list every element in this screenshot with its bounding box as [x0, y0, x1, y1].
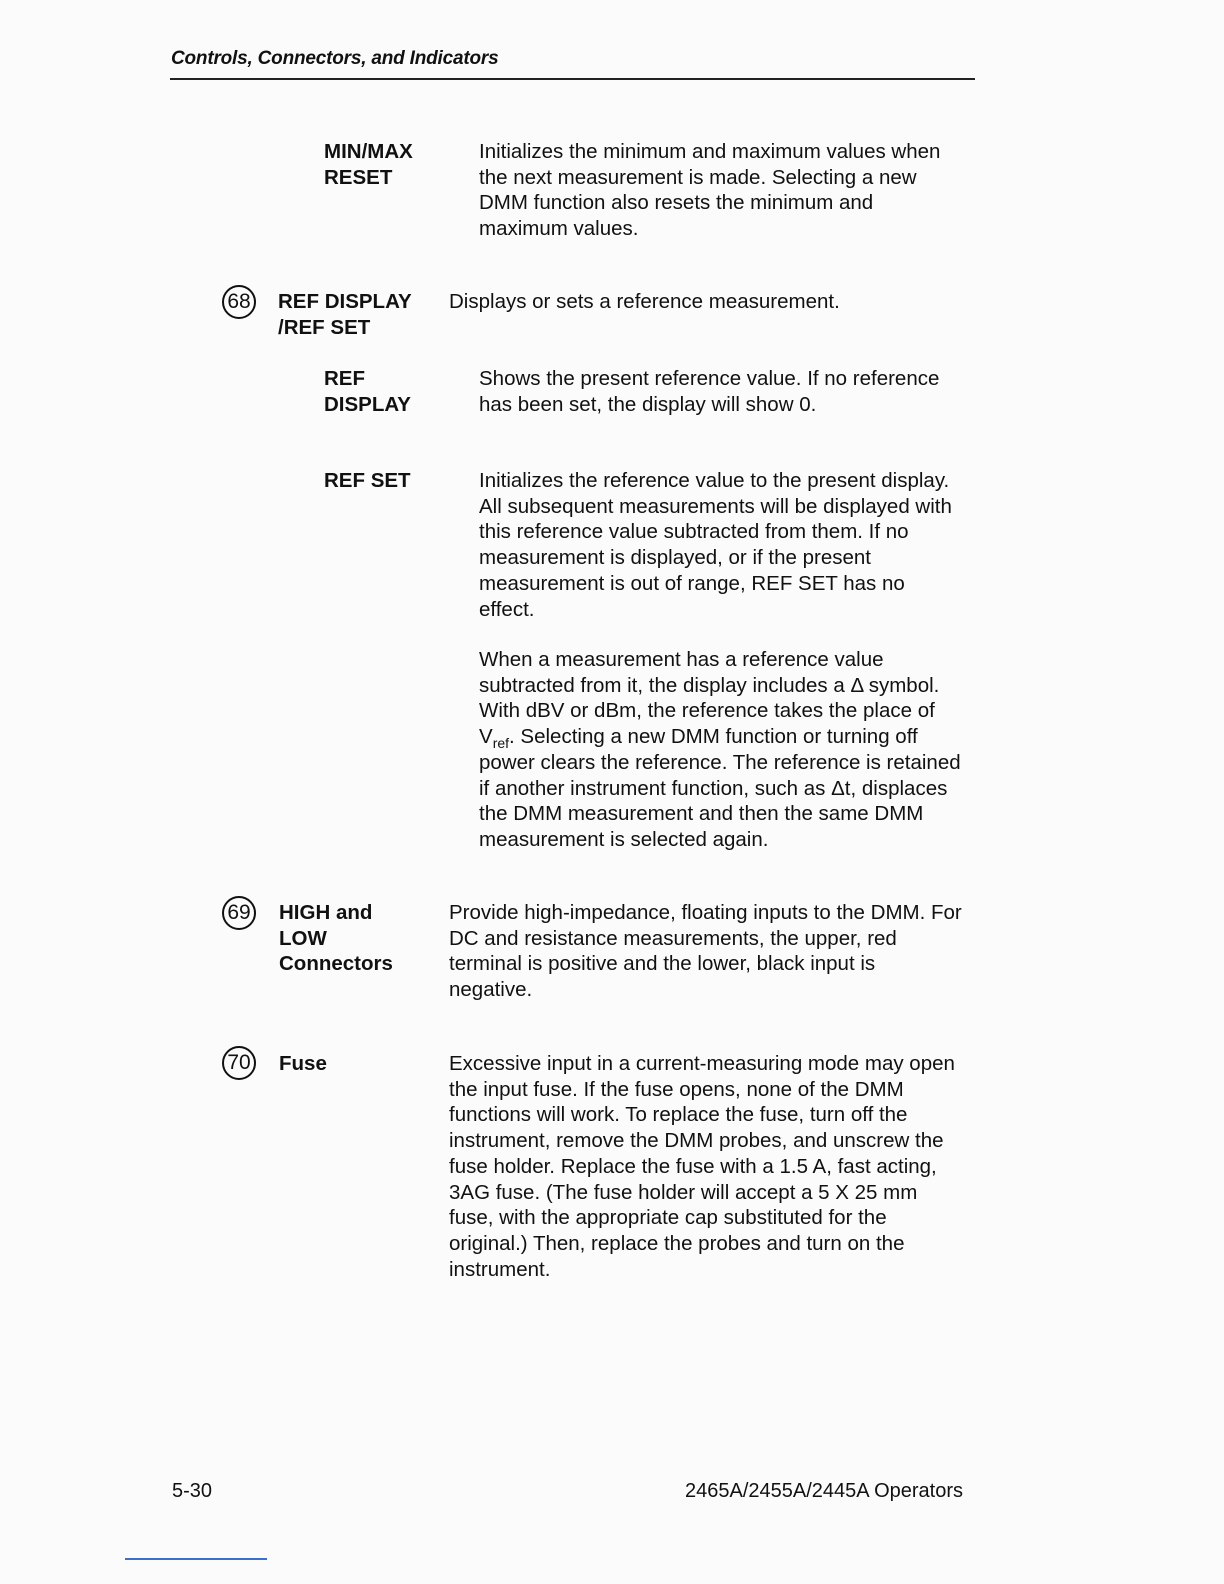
delta-line-1: When a measurement has a reference value — [479, 648, 884, 671]
delta-line-2: subtracted from it, the display includes a Δ symbol. — [479, 673, 940, 697]
section-header: Controls, Connectors, and Indicators — [171, 48, 499, 69]
bottom-edge-mark — [125, 1558, 267, 1560]
callout-70-icon: 70 — [222, 1046, 256, 1080]
vref-symbol: V — [479, 725, 493, 749]
delta-line-3: With dBV or dBm, the reference takes the place of — [479, 699, 935, 723]
fuse-description: Excessive input in a current-measuring mode may open the input fuse. If the fuse opens, none of the DMM functions will work. To replace the fuse, turn off the instrument, remove the DMM probes, and unscrew the fuse holder. Replace the fuse with a 1.5 A, fast acting, 3AG fuse. (The fuse holder will accept a 5 X 25 mm fuse, with the appropriate cap substituted for the original.) Then, replace the probes and turn on the instrument. — [449, 1052, 955, 1281]
ref-display-ref-set-term: REF DISPLAY /REF SET — [278, 290, 412, 339]
delta-line-4: . Selecting a new DMM function or turning off — [509, 725, 918, 749]
callout-69-icon: 69 — [222, 896, 256, 930]
page-number: 5-30 — [172, 1480, 213, 1502]
minmax-reset-description: Initializes the minimum and maximum values when the next measurement is made. Selecting a new DMM function also resets the minimum and maximum values. — [479, 140, 941, 241]
ref-display-description: Shows the present reference value. If no reference has been set, the display will show 0. — [479, 367, 940, 416]
ref-set-term: REF SET — [324, 469, 411, 492]
ref-display-term: REF DISPLAY — [324, 367, 411, 416]
callout-68-icon: 68 — [222, 285, 256, 319]
high-low-connectors-description: Provide high-impedance, floating inputs to the DMM. For DC and resistance measurements, the upper, red terminal is positive and the lower, black input is negative. — [449, 901, 962, 1002]
ref-set-description: Initializes the reference value to the present display. All subsequent measurements will be displayed with this reference value subtracted from them. If no measurement is displayed, or if the present measurement is out of range, REF SET has no effect. — [479, 469, 952, 621]
ref-display-ref-set-description: Displays or sets a reference measurement. — [449, 290, 840, 313]
minmax-reset-term: MIN/MAX RESET — [324, 140, 413, 189]
fuse-term: Fuse — [279, 1052, 327, 1075]
ref-set-delta-paragraph — [479, 647, 961, 853]
document-title: 2465A/2455A/2445A Operators — [685, 1480, 963, 1502]
high-low-connectors-term: HIGH and LOW Connectors — [279, 901, 393, 976]
vref-subscript: ref — [492, 735, 510, 752]
header-rule — [170, 78, 975, 80]
delta-remaining-lines: power clears the reference. The reference is retained if another instrument function, such as Δt, displaces the DMM measurement and then the same DMM measurement is selected again. — [479, 750, 961, 851]
